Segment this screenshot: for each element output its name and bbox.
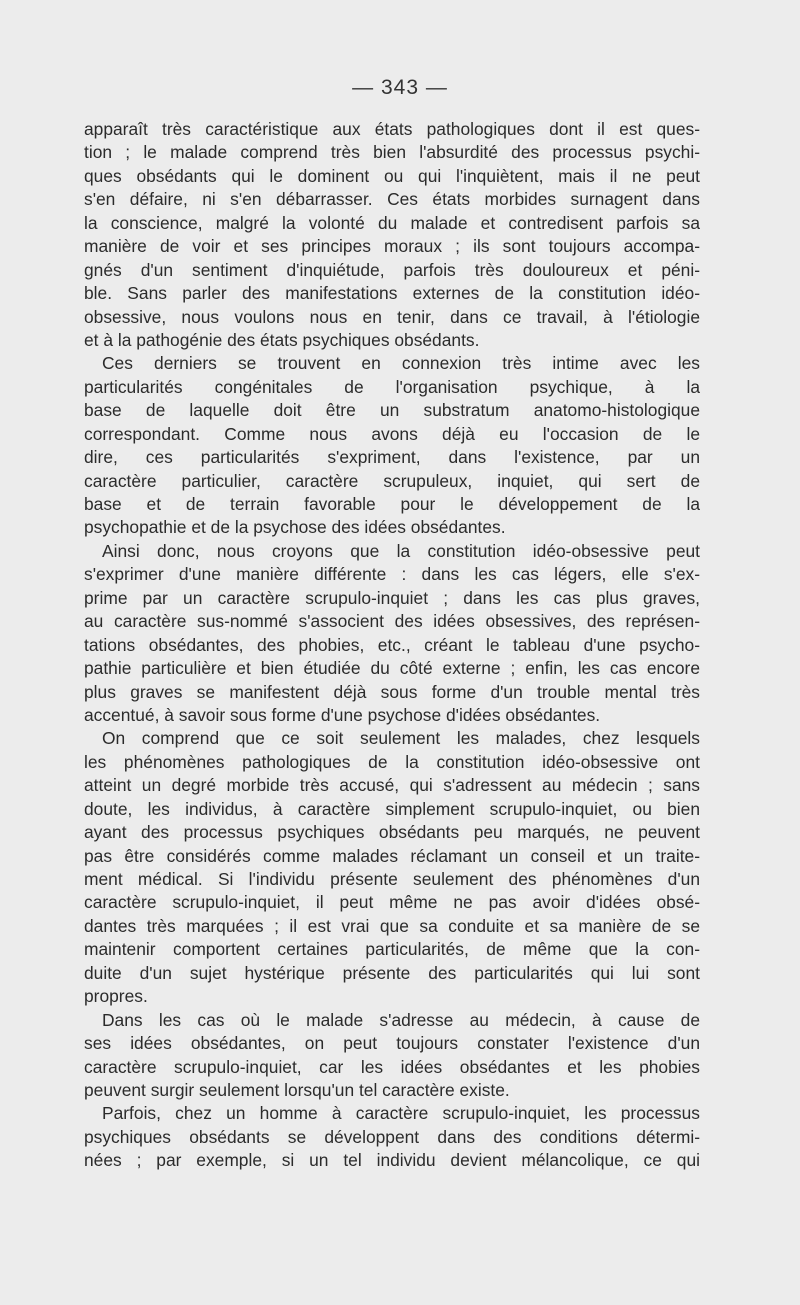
text-line: nées ; par exemple, si un tel individu devient mélancolique, ce qui [84,1150,700,1171]
text-line: psychiques obsédants se développent dans des conditions détermi- [84,1126,700,1147]
text-line: dire, ces particularités s'expriment, dans l'existence, par un [84,447,700,468]
text-line: ses idées obsédantes, on peut toujours constater l'existence d'un [84,1033,700,1054]
text-line: Ces derniers se trouvent en connexion très intime avec les [102,353,700,374]
text-line: Dans les cas où le malade s'adresse au médecin, à cause de [102,1009,700,1030]
text-line: particularités congénitales de l'organisation psychique, à la [84,376,700,397]
text-line: tion ; le malade comprend très bien l'absurdité des processus psychi- [84,142,700,163]
text-line: Ainsi donc, nous croyons que la constitution idéo-obsessive peut [102,540,700,561]
text-line: obsessive, nous voulons nous en tenir, dans ce travail, à l'étiologie [84,306,700,327]
text-line: doute, les individus, à caractère simplement scrupulo-inquiet, ou bien [84,798,700,819]
text-line: tations obsédantes, des phobies, etc., créant le tableau d'une psycho- [84,634,700,655]
text-line: plus graves se manifestent déjà sous forme d'un trouble mental très [84,681,700,702]
page-number: — 343 — [352,76,448,99]
text-line: caractère scrupulo-inquiet, car les idées obsédantes et les phobies [84,1056,700,1077]
text-line: correspondant. Comme nous avons déjà eu l'occasion de le [84,423,700,444]
text-line: ble. Sans parler des manifestations externes de la constitution idéo- [84,283,700,304]
text-line: base de laquelle doit être un substratum anatomo-histologique [84,400,700,421]
text-line: On comprend que ce soit seulement les malades, chez lesquels [102,728,700,749]
text-line: ment médical. Si l'individu présente seulement des phénomènes d'un [84,869,700,889]
text-line: dantes très marquées ; il est vrai que sa conduite et sa manière de se [84,915,700,936]
text-line: ques obsédants qui le dominent ou qui l'inquiètent, mais il ne peut [84,165,700,186]
text-line: prime par un caractère scrupulo-inquiet ; dans les cas plus graves, [84,587,700,608]
text-line: pas être considérés comme malades réclamant un conseil et un traite- [84,845,700,866]
text-line: ayant des processus psychiques obsédants peu marqués, ne peuvent [84,822,700,843]
text-line: psychopathie et de la psychose des idées obsédantes. [84,517,506,538]
text-line: peuvent surgir seulement lorsqu'un tel caractère existe. [84,1079,510,1100]
text-line: propres. [84,986,148,1007]
text-line: les phénomènes pathologiques de la constitution idéo-obsessive ont [84,751,700,772]
text-line: pathie particulière et bien étudiée du côté externe ; enfin, les cas encore [84,658,700,679]
text-line: apparaît très caractéristique aux états pathologiques dont il est ques- [84,119,700,139]
text-line: duite d'un sujet hystérique présente des particularités qui lui sont [84,962,700,983]
body-text [84,118,700,1173]
text-line: accentué, à savoir sous forme d'une psychose d'idées obsédantes. [84,704,601,725]
text-line: au caractère sus-nommé s'associent des idées obsessives, des représen- [84,611,700,632]
text-line: base et de terrain favorable pour le développement de la [84,494,700,514]
text-line: s'en défaire, ni s'en débarrasser. Ces états morbides surnagent dans [84,189,700,210]
text-line: gnés d'un sentiment d'inquiétude, parfois très douloureux et péni- [84,259,700,280]
text-line: manière de voir et ses principes moraux ; ils sont toujours accompa- [84,236,700,257]
text-line: s'exprimer d'une manière différente : dans les cas légers, elle s'ex- [84,564,700,585]
text-line: caractère scrupulo-inquiet, il peut même ne pas avoir d'idées obsé- [84,892,700,913]
text-line: la conscience, malgré la volonté du malade et contredisent parfois sa [84,212,700,233]
text-line: atteint un degré morbide très accusé, qui s'adressent au médecin ; sans [84,775,700,796]
text-line: Parfois, chez un homme à caractère scrupulo-inquiet, les processus [102,1103,700,1124]
text-line: maintenir comportent certaines particularités, de même que la con- [84,939,700,960]
text-line: et à la pathogénie des états psychiques obsédants. [84,329,480,350]
text-line: caractère particulier, caractère scrupuleux, inquiet, qui sert de [84,470,700,491]
